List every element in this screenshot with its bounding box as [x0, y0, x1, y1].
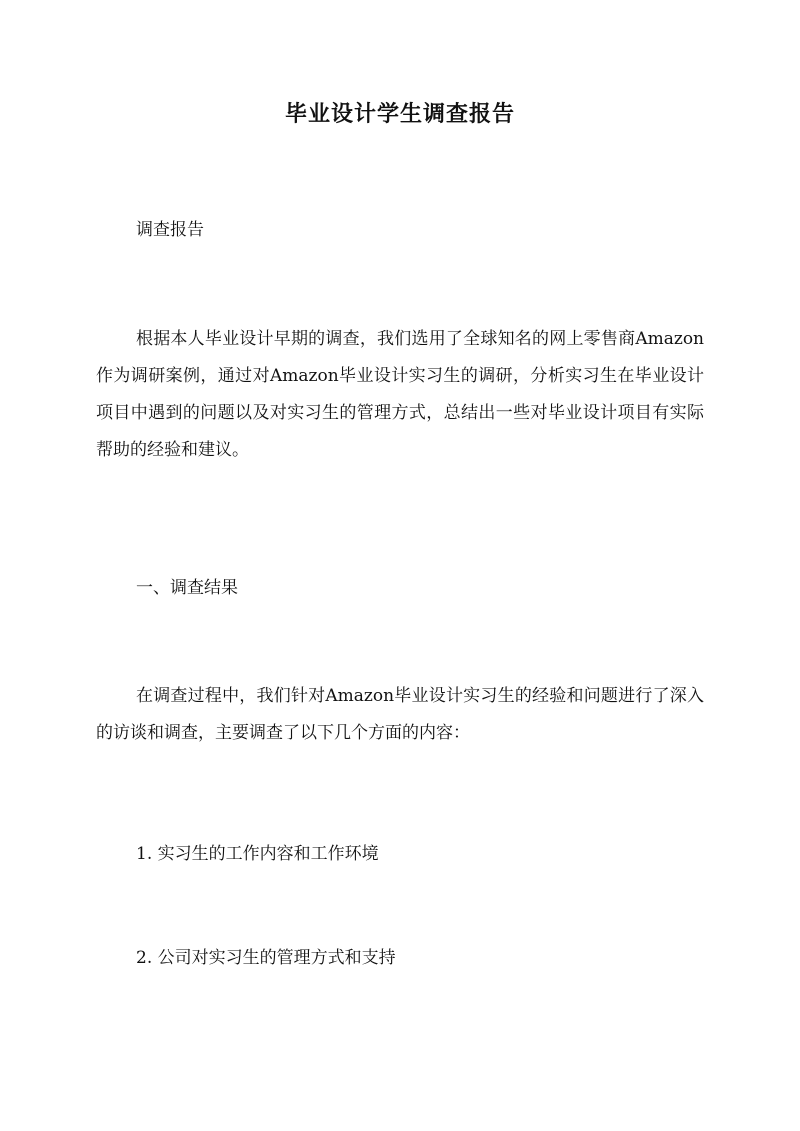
section-label: 调查报告	[136, 220, 204, 240]
list-item: 1. 实习生的工作内容和工作环境	[136, 844, 379, 864]
section-heading-results: 一、调查结果	[136, 578, 238, 598]
results-paragraph: 在调查过程中，我们针对Amazon毕业设计实习生的经验和问题进行了深入的访谈和调查，主要调查了以下几个方面的内容：	[96, 686, 704, 743]
document-title: 毕业设计学生调查报告	[284, 101, 515, 127]
intro-paragraph: 根据本人毕业设计早期的调查，我们选用了全球知名的网上零售商Amazon作为调研案例，通过对Amazon毕业设计实习生的调研，分析实习生在毕业设计项目中遇到的问题以及对实习生的管理方式，总结出一些对毕业设计项目有实际帮助的经验和建议。	[96, 329, 704, 460]
list-item: 2. 公司对实习生的管理方式和支持	[136, 948, 396, 968]
